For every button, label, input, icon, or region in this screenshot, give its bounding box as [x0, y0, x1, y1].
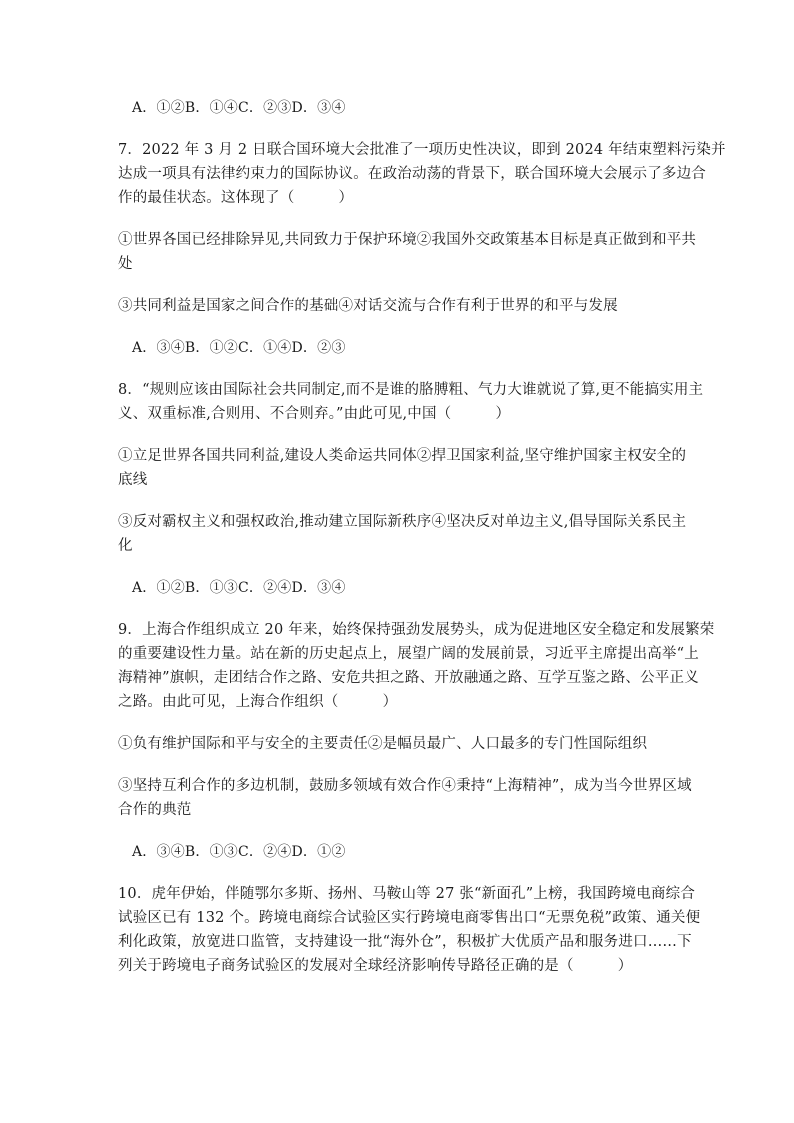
- q8-choice-1-line-1: ①立足世界各国共同利益,建设人类命运共同体②捍卫国家利益,坚守维护国家主权安全的: [118, 448, 687, 464]
- q8-answer-options: A．①②B．①③C．②④D．③④: [132, 580, 346, 596]
- q9-choice-2-line-1: ③坚持互利合作的多边机制，鼓励多领域有效合作④秉持“上海精神”，成为当今世界区域: [118, 778, 692, 794]
- q9-stem-line-3: 海精神”旗帜，走团结合作之路、安危共担之路、开放融通之路、互学互鉴之路、公平正义: [118, 670, 699, 686]
- question-7: [118, 138, 726, 360]
- q7-choice-2-line-1: ③共同利益是国家之间合作的基础④对话交流与合作有利于世界的和平与发展: [118, 298, 618, 314]
- question-9: [118, 618, 715, 864]
- q9-answer-options: A．③④B．①③C．②④D．①②: [132, 844, 346, 860]
- q7-choice-1-line-2: 处: [118, 256, 133, 272]
- q9-choice-1-line-1: ①负有维护国际和平与安全的主要责任②是幅员最广、人口最多的专门性国际组织: [118, 736, 648, 752]
- q9-choice-2-line-2: 合作的典范: [118, 802, 192, 818]
- question-10: [118, 882, 701, 978]
- q7-answer-options: A．③④B．①②C．①④D．②③: [132, 340, 346, 356]
- q7-stem-line-2: 达成一项具有法律约束力的国际协议。在政治动荡的背景下，联合国环境大会展示了多边合: [118, 166, 706, 182]
- q6-answer-options: A．①②B．①④C．②③D．③④: [132, 100, 346, 116]
- q10-stem-line-2: 试验区已有 132 个。跨境电商综合试验区实行跨境电商零售出口“无票免税”政策、通关便: [118, 910, 701, 926]
- q10-stem-line-3: 利化政策，放宽进口监管，支持建设一批“海外仓”，积极扩大优质产品和服务进口……下: [118, 934, 692, 950]
- q8-choice-2-line-2: 化: [118, 538, 133, 554]
- exam-page: [118, 96, 726, 978]
- q8-choice-2-line-1: ③反对霸权主义和强权政治,推动建立国际新秩序④坚决反对单边主义,倡导国际关系民主: [118, 514, 687, 530]
- q8-stem-line-2: 义、双重标准,合则用、不合则弃。”由此可见,中国（ ）: [118, 406, 511, 422]
- q7-choice-1-line-1: ①世界各国已经排除异见,共同致力于保护环境②我国外交政策基本目标是真正做到和平共: [118, 232, 697, 248]
- q9-stem-line-4: 之路。由此可见，上海合作组织（ ）: [118, 694, 398, 710]
- q8-choice-1-line-2: 底线: [118, 472, 148, 488]
- q8-stem-line-1: 8．“规则应该由国际社会共同制定,而不是谁的胳膊粗、气力大谁就说了算,更不能搞实用主: [118, 382, 704, 398]
- q10-stem-line-1: 10．虎年伊始，伴随鄂尔多斯、扬州、马鞍山等 27 张“新面孔”上榜，我国跨境电商综合: [118, 886, 696, 902]
- question-8: [118, 378, 704, 600]
- q7-stem-line-1: 7．2022 年 3 月 2 日联合国环境大会批准了一项历史性决议，即到 2024 年结束塑料污染并: [118, 142, 726, 158]
- q9-stem-line-2: 的重要建设性力量。站在新的历史起点上，展望广阔的发展前景，习近平主席提出高举“上: [118, 646, 699, 662]
- q10-stem-line-4: 列关于跨境电子商务试验区的发展对全球经济影响传导路径正确的是（ ）: [118, 958, 633, 974]
- q7-stem-line-3: 作的最佳状态。这体现了（ ）: [118, 190, 354, 206]
- q9-stem-line-1: 9．上海合作组织成立 20 年来，始终保持强劲发展势头，成为促进地区安全稳定和发展繁荣: [118, 622, 715, 638]
